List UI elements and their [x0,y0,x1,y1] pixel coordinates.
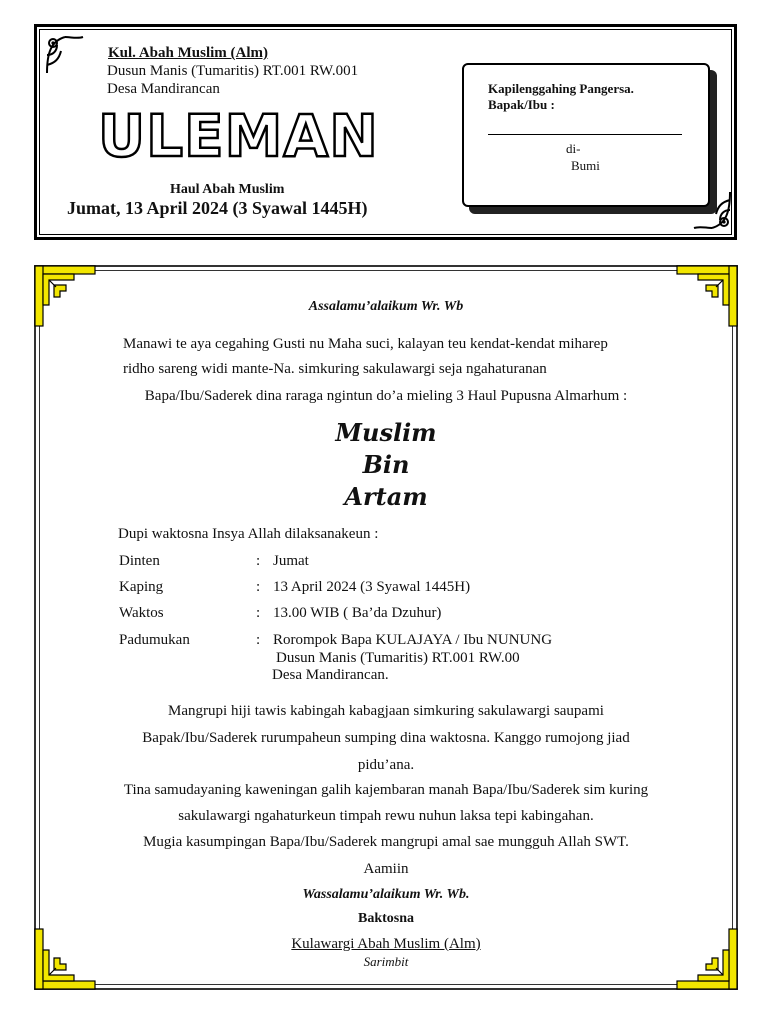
deceased-father-name: Artam [344,482,428,511]
closing-line: sakulawargi ngahaturkeun timpah rewu nuhun laksa tepi kabingahan. [178,808,594,824]
schedule-value-place: Rorompok Bapa KULAJAYA / Ibu NUNUNG [273,632,553,648]
closing-line: Tina samudayaning kaweningan galih kajembaran manah Bapa/Ibu/Saderek sim kuring [123,782,649,798]
sender-name: Kul. Abah Muslim (Alm) [108,45,269,61]
schedule-label-place: Padumukan [119,632,190,648]
invitation-title: ULEMAN [98,102,379,170]
gold-corner-ornament-icon [676,265,738,327]
sender-address-line-1: Dusun Manis (Tumaritis) RT.001 RW.001 [107,63,359,79]
place-address-line: Dusun Manis (Tumaritis) RT.001 RW.00 [276,650,520,666]
closing-line: pidu’ana. [357,757,415,773]
schedule-value-time: 13.00 WIB ( Ba’da Dzuhur) [273,605,442,621]
schedule-label-time: Waktos [119,605,164,621]
schedule-colon: : [256,579,261,595]
schedule-colon: : [256,553,261,569]
schedule-value-date: 13 April 2024 (3 Syawal 1445H) [273,579,471,595]
closing-greeting: Wassalamu’alaikum Wr. Wb. [302,887,470,902]
schedule-value-day: Jumat [273,553,309,569]
intro-line: Manawi te aya cegahing Gusti nu Maha suci, kalayan teu kendat-kendat miharep [123,336,608,352]
family-signature: Kulawargi Abah Muslim (Alm) [291,936,481,952]
recipient-label: Bapak/Ibu : [488,97,555,112]
recipient-di: di- [566,141,581,156]
closing-line: Mugia kasumpingan Bapa/Ibu/Saderek mangrupi amal sae mungguh Allah SWT. [143,834,629,850]
place-address-line: Desa Mandirancan. [272,667,389,683]
closing-line: Mangrupi hiji tawis kabingah kabagjaan simkuring sakulawargi saupami [168,703,604,719]
opening-greeting: Assalamu’alaikum Wr. Wb [308,299,464,314]
intro-line: ridho sareng widi mante-Na. simkuring sakulawargi seja ngahaturanan [123,361,547,377]
event-name: Haul Abah Muslim [170,182,285,197]
sender-address-line-2: Desa Mandirancan [107,81,220,97]
schedule-colon: : [256,605,261,621]
signoff-label: Baktosna [357,911,415,926]
schedule-label-date: Kaping [119,579,164,595]
deceased-bin: Bin [362,450,410,479]
closing-amen: Aamiin [363,861,409,877]
recipient-place: Bumi [571,158,600,173]
gold-corner-ornament-icon [34,265,96,327]
sarimbit-note: Sarimbit [363,954,409,969]
recipient-name-line [488,134,682,135]
schedule-intro: Dupi waktosna Insya Allah dilaksanakeun : [118,526,379,542]
schedule-label-day: Dinten [119,553,160,569]
deceased-name: Muslim [335,418,437,447]
recipient-greeting: Kapilenggahing Pangersa. [488,81,634,96]
schedule-colon: : [256,632,261,648]
event-date: Jumat, 13 April 2024 (3 Syawal 1445H) [67,198,368,218]
intro-line: Bapa/Ibu/Saderek dina raraga ngintun do’a mieling 3 Haul Pupusna Almarhum : [144,388,628,404]
flourish-top-left-icon [43,33,87,77]
closing-line: Bapak/Ibu/Saderek rurumpaheun sumping dina waktosna. Kanggo rumojong jiad [142,730,630,746]
